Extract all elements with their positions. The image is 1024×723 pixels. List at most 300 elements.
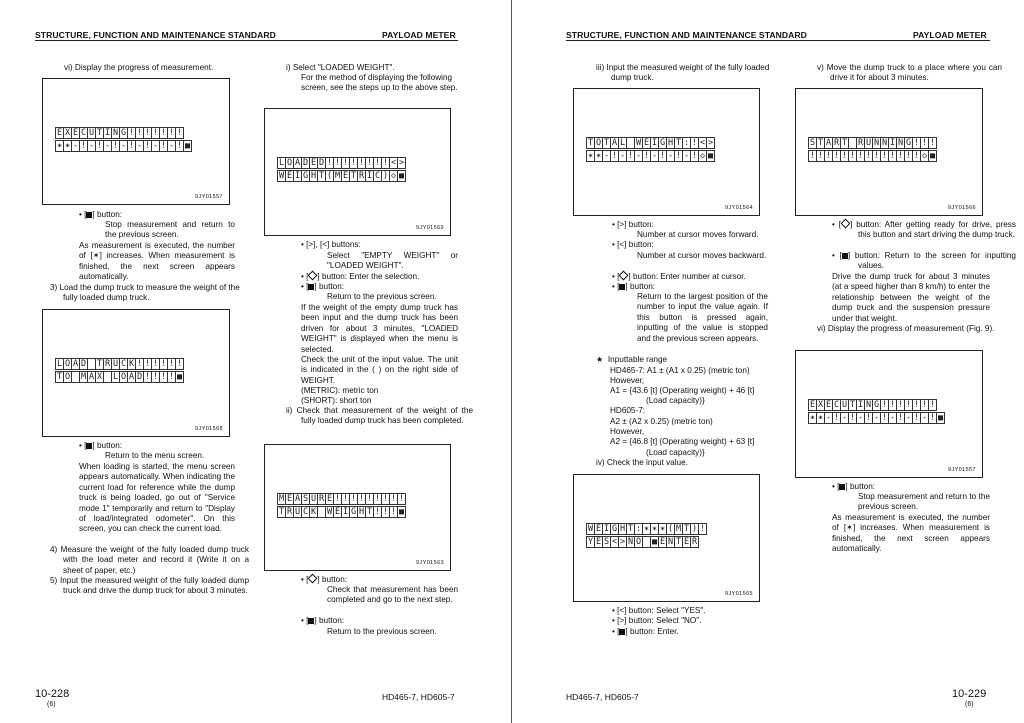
model-footer: HD465-7, HD605-7: [566, 692, 639, 702]
lcd-cell: A: [611, 138, 618, 148]
lcd-cell: C: [120, 359, 127, 369]
range-hd605: HD605-7:: [610, 406, 646, 415]
lcd-cell: T: [96, 128, 103, 138]
figure-code: 9JY01565: [725, 591, 753, 597]
lcd-cell: >: [398, 158, 405, 168]
formula-a1-cont: (Load capacity)}: [646, 396, 705, 405]
lcd-cell: -: [152, 141, 159, 151]
lcd-cell: T: [675, 537, 682, 547]
lcd-cell: ✶: [587, 151, 594, 161]
lcd-cell: !: [390, 494, 397, 504]
lcd-executing-2: [808, 399, 944, 424]
lcd-cell: !: [342, 158, 349, 168]
lcd-cell: X: [64, 128, 71, 138]
lcd-cell: T: [627, 524, 634, 534]
enter-label: button: Enter the selection.: [321, 272, 420, 281]
lcd-cell: ■: [398, 171, 405, 181]
lcd-cell: -: [889, 413, 896, 423]
backward-description: Number at cursor moves backward.: [637, 251, 767, 260]
lcd-row: [55, 127, 191, 139]
lcd-cell: !: [897, 413, 904, 423]
lcd-cell: S: [302, 494, 309, 504]
lcd-start-running: [808, 137, 936, 162]
lcd-cell: A: [128, 372, 135, 382]
lcd-cell: !: [358, 494, 365, 504]
lcd-cell: N: [667, 537, 674, 547]
formula-a2-cont: (Load capacity)}: [646, 448, 705, 457]
lcd-cell: !: [374, 158, 381, 168]
lcd-cell: !: [96, 141, 103, 151]
lcd-cell: -: [619, 151, 626, 161]
lcd-cell: -: [88, 141, 95, 151]
lcd-cell: R: [286, 507, 293, 517]
button-label: button:: [849, 482, 876, 491]
step-iii: iii) Input the measured weight of the fully loaded dump truck.: [596, 63, 770, 83]
lcd-cell: N: [112, 128, 119, 138]
lcd-cell: !: [144, 372, 151, 382]
lcd-cell: N: [881, 138, 888, 148]
figure-start-running: [795, 88, 983, 216]
button-description: Return to the previous screen.: [327, 292, 437, 301]
lcd-cell: -: [667, 151, 674, 161]
lcd-cell: !: [160, 372, 167, 382]
lcd-cell: !: [366, 158, 373, 168]
figure-executing: [42, 78, 230, 205]
lcd-cell: R: [104, 359, 111, 369]
lcd-cell: T: [683, 524, 690, 534]
start-button-description: button: After getting ready for drive, press this button and start driving the dump truck.: [856, 220, 1016, 240]
figure-executing-2: [795, 350, 983, 478]
page-number: 10-229: [952, 688, 987, 700]
lcd-cell: E: [326, 494, 333, 504]
lcd-row: [808, 137, 936, 149]
lcd-cell: U: [841, 400, 848, 410]
lcd-cell: E: [286, 494, 293, 504]
lcd-cell: G: [905, 138, 912, 148]
lcd-cell: E: [659, 537, 666, 547]
lcd-cell: !: [398, 494, 405, 504]
lcd-cell: !: [849, 413, 856, 423]
lcd-cell: O: [635, 537, 642, 547]
lcd-cell: -: [168, 141, 175, 151]
lcd-cell: !: [691, 151, 698, 161]
step-i-title: i) Select "LOADED WEIGHT".: [286, 63, 395, 72]
header-section: PAYLOAD METER: [913, 30, 987, 40]
lcd-row: [277, 157, 405, 169]
lcd-cell: -: [873, 413, 880, 423]
lcd-cell: !: [176, 359, 183, 369]
drive-paragraph: Drive the dump truck for about 3 minutes (at a speed higher than 8 km/h) to enter the relationship between the weight of the dump truck and the suspension pressure under that weight.: [832, 272, 990, 323]
lcd-row: [586, 150, 714, 162]
lcd-cell: D: [302, 158, 309, 168]
lcd-cell: W: [278, 171, 285, 181]
step-vi: vi) Display the progress of measurement (Fig. 9).: [817, 324, 995, 333]
lcd-cell: A: [72, 359, 79, 369]
lcd-cell: !: [382, 494, 389, 504]
lcd-cell: !: [833, 413, 840, 423]
lcd-cell: R: [833, 138, 840, 148]
stop-square-icon: [86, 212, 92, 218]
lcd-cell: !: [929, 138, 936, 148]
forward-description: Number at cursor moves forward.: [637, 230, 759, 239]
lcd-cell: <: [390, 158, 397, 168]
lcd-cell: !: [152, 128, 159, 138]
lcd-row: [586, 536, 706, 548]
lcd-cell: ◇: [390, 171, 397, 181]
lcd-cell: !: [144, 128, 151, 138]
lcd-cell: !: [176, 141, 183, 151]
lcd-cell: E: [342, 171, 349, 181]
lcd-cell: ✶: [809, 413, 816, 423]
lcd-cell: <: [611, 537, 618, 547]
lcd-cell: T: [350, 171, 357, 181]
lcd-cell: U: [294, 507, 301, 517]
button-description: Check that measurement has been completed and go to the next step.: [327, 585, 458, 605]
measurement-note: As measurement is executed, the number of [✶] increases. When measurement is finished, the next screen appears automatically.: [832, 513, 990, 554]
lcd-cell: U: [865, 138, 872, 148]
unit-metric: (METRIC): metric ton: [301, 386, 379, 395]
figure-measure-weight: [264, 444, 451, 571]
lcd-cell: D: [318, 158, 325, 168]
lcd-cell: E: [72, 128, 79, 138]
figure-code: 9JY01568: [195, 426, 223, 432]
lcd-cell: -: [651, 151, 658, 161]
lcd-row: [277, 506, 405, 518]
range-title: Inputtable range: [607, 355, 668, 364]
lcd-cell: !: [374, 494, 381, 504]
lcd-cell: M: [278, 494, 285, 504]
lcd-cell: ■: [398, 507, 405, 517]
lcd-cell: !: [865, 413, 872, 423]
lcd-cell: C: [374, 171, 381, 181]
button-label: button:: [318, 616, 345, 625]
lcd-cell: !: [168, 359, 175, 369]
lcd-cell: !: [913, 413, 920, 423]
lcd-cell: !: [334, 494, 341, 504]
lcd-cell: !: [825, 151, 832, 161]
lcd-cell: !: [643, 151, 650, 161]
paragraph-unit: Check the unit of the input value. The unit is indicated in the ( ) on the right side of WEIGHT.: [301, 355, 458, 385]
lcd-row: [55, 358, 183, 370]
lcd-cell: W: [635, 138, 642, 148]
lcd-cell: -: [120, 141, 127, 151]
step-iv: iv) Check the input value.: [596, 458, 688, 467]
lcd-cell: -: [921, 413, 928, 423]
lcd-cell: A: [825, 138, 832, 148]
lcd-cell: T: [96, 359, 103, 369]
arrows-label: [>], [<] buttons:: [306, 240, 361, 249]
lcd-cell: !: [929, 400, 936, 410]
lcd-cell: K: [310, 507, 317, 517]
figure-code: 9JY01557: [195, 194, 223, 200]
button-label: button:: [96, 210, 123, 219]
lcd-cell: R: [318, 494, 325, 504]
lcd-loaded-weight: [277, 157, 405, 182]
lcd-cell: !: [168, 128, 175, 138]
lcd-cell: ■: [929, 151, 936, 161]
lcd-cell: !: [136, 128, 143, 138]
lcd-cell: !: [857, 151, 864, 161]
paragraph-loaded: If the weight of the empty dump truck has been input and the dump truck has been driven for about 3 minutes, "LOADED WEIGHT" is displayed when the menu is selected.: [301, 303, 458, 354]
lcd-cell: !: [611, 151, 618, 161]
lcd-cell: Y: [587, 537, 594, 547]
model-footer: HD465-7, HD605-7: [382, 692, 455, 702]
lcd-row: [808, 412, 944, 424]
formula-a2-range: A2 ± (A2 x 0.25) (metric ton): [610, 417, 713, 426]
however-2: However,: [610, 427, 645, 436]
figure-code: 9JY01557: [948, 467, 976, 473]
lcd-cell: :: [683, 138, 690, 148]
lcd-cell: N: [865, 400, 872, 410]
lcd-row: [277, 170, 405, 182]
lcd-cell: N: [897, 138, 904, 148]
lcd-cell: ■: [651, 537, 658, 547]
lcd-cell: T: [841, 138, 848, 148]
lcd-cell: !: [326, 158, 333, 168]
stop-square-icon: [308, 284, 314, 290]
lcd-cell: U: [310, 494, 317, 504]
lcd-cell: -: [136, 141, 143, 151]
lcd-cell: M: [675, 524, 682, 534]
lcd-cell: E: [286, 171, 293, 181]
stop-square-icon: [839, 484, 845, 490]
lcd-cell: (: [667, 524, 674, 534]
lcd-cell: N: [873, 138, 880, 148]
lcd-cell: R: [358, 171, 365, 181]
lcd-cell: O: [595, 138, 602, 148]
lcd-cell: !: [144, 141, 151, 151]
lcd-cell: ◇: [921, 151, 928, 161]
lcd-cell: E: [643, 138, 650, 148]
lcd-cell: !: [128, 141, 135, 151]
lcd-cell: E: [595, 524, 602, 534]
figure-code: 9JY01569: [416, 225, 444, 231]
lcd-cell: ✶: [817, 413, 824, 423]
lcd-cell: !: [366, 494, 373, 504]
lcd-row: [55, 371, 183, 383]
lcd-cell: T: [849, 400, 856, 410]
button-description: Return to the previous screen.: [327, 627, 437, 636]
select-no: [>] button: Select "NO".: [617, 616, 702, 625]
step-i-body: For the method of displaying the following screen, see the steps up to the above step.: [301, 73, 458, 93]
diamond-icon: [841, 219, 851, 229]
lcd-cell: !: [849, 151, 856, 161]
lcd-cell: :: [635, 524, 642, 534]
lcd-cell: H: [619, 524, 626, 534]
lcd-cell: T: [278, 507, 285, 517]
lcd-cell: S: [809, 138, 816, 148]
lcd-cell: !: [112, 141, 119, 151]
lcd-cell: A: [294, 494, 301, 504]
lcd-cell: !: [929, 413, 936, 423]
lcd-cell: G: [873, 400, 880, 410]
lcd-cell: I: [857, 400, 864, 410]
header-section: PAYLOAD METER: [382, 30, 456, 40]
lcd-cell: !: [128, 128, 135, 138]
lcd-cell: E: [334, 507, 341, 517]
step-vi-title: vi) Display the progress of measurement.: [64, 63, 214, 72]
step-4: 4) Measure the weight of the fully loaded dump truck with the load meter and record it (Write it on a sheet of paper, etc.): [50, 545, 249, 575]
star-icon: ★: [596, 355, 604, 364]
lcd-cell: C: [302, 507, 309, 517]
lcd-cell: !: [809, 151, 816, 161]
lcd-cell: !: [659, 151, 666, 161]
lcd-cell: K: [128, 359, 135, 369]
return-button-description: button: Return to the screen for inputting values.: [854, 251, 1016, 271]
lcd-cell: T: [675, 138, 682, 148]
lcd-cell: -: [603, 151, 610, 161]
lcd-cell: I: [603, 524, 610, 534]
lcd-cell: !: [897, 151, 904, 161]
lcd-cell: ■: [937, 413, 944, 423]
lcd-cell: !: [160, 141, 167, 151]
lcd-cell: !: [913, 400, 920, 410]
lcd-cell: !: [873, 151, 880, 161]
lcd-cell: -: [72, 141, 79, 151]
lcd-cell: D: [136, 372, 143, 382]
lcd-cell: !: [881, 413, 888, 423]
lcd-cell: T: [318, 171, 325, 181]
backward-label: [<] button:: [617, 240, 654, 249]
lcd-cell: I: [889, 138, 896, 148]
lcd-cell: !: [374, 507, 381, 517]
lcd-cell: !: [334, 158, 341, 168]
lcd-cell: -: [104, 141, 111, 151]
lcd-cell: -: [857, 413, 864, 423]
step-3: 3) Load the dump truck to measure the weight of the fully loaded dump truck.: [50, 283, 240, 303]
however-1: However,: [610, 376, 645, 385]
step-ii: ii) Check that measurement of the weight of the fully loaded dump truck has been completed.: [286, 406, 473, 426]
lcd-cell: H: [358, 507, 365, 517]
lcd-cell: !: [881, 151, 888, 161]
lcd-cell: ✶: [595, 151, 602, 161]
step-5: 5) Input the measured weight of the fully loaded dump truck and drive the dump truck for about 3 minutes.: [50, 576, 249, 596]
lcd-cell: E: [56, 128, 63, 138]
lcd-cell: !: [675, 151, 682, 161]
lcd-cell: G: [302, 171, 309, 181]
revision: (6): [47, 701, 56, 708]
lcd-cell: X: [96, 372, 103, 382]
lcd-cell: G: [611, 524, 618, 534]
lcd-cell: S: [603, 537, 610, 547]
lcd-cell: E: [683, 537, 690, 547]
lcd-cell: ): [691, 524, 698, 534]
right-page: STRUCTURE, FUNCTION AND MAINTENANCE STANDARD PAYLOAD METER iii) Input the measured weight of the fully loaded dump truck. T O T A L W E I G H T : ! < > ✶ ✶ - ! - ! - ! - ! - ! - ! ◇ ■ 9JY01564 • [>] button: Number at cursor moves forward. • [<] button: Number at cursor moves backward. • [ ] button: Enter number at cursor. • [ ] button: Return to the largest position of the number to input the value again. If this button is pressed again, inputting of the value is stopped and the previous screen appears. ★ Inputtable range HD465-7: A1 ± (A1 x 0.25) (metric ton) However, A1 = {43.6 [t] (Operating weight) + 46 [t] (Load capacity)} HD605-7: A2 ± (A2 x 0.25) (metric ton) However, A2 = {46.8 [t] (Operating weight) + 63 [t] (Load capacity)} iv) Check the input value. W E I G H T : ✶ ✶ ✶ ( M T ) ! Y E S < > N O ■ E N T E R 9JY01565 • [<] button: Select "YES". • [>] button: Select "NO". • [ ] button: Enter. v) Move the dump truck to a place where you can drive it for about 3 minutes. S T A R T R U N N I N G ! ! ! ! ! ! ! ! ! ! ! ! ! ! ! ! ! ◇ ■ 9JY01566 • [ ] button: After getting ready for drive, press this button and start driving the dump truck. • [ ] button: Return to the screen for inputting values. Drive the dump truck for about 3 minutes (at a speed higher than 8 km/h) to enter the relationship between the weight of the dump truck and the suspension pressure under that weight. vi) Display the progress of measurement (Fig. 9). E X E C U T I N G ! ! ! ! ! ! ! ✶ ✶ - ! - ! - ! - ! - ! - ! - ! ■ 9JY01557 • [ ] button: Stop measurement and return to the previous screen. As measurement is executed, the number of [✶] increases. When measurement is finished, the next screen appears automatically. HD465-7, HD605-7 10-229 (6): [512, 0, 1024, 723]
lcd-cell: !: [699, 524, 706, 534]
lcd-cell: <: [699, 138, 706, 148]
lcd-row: [808, 399, 944, 411]
lcd-cell: !: [881, 400, 888, 410]
lcd-cell: !: [152, 359, 159, 369]
header-title: STRUCTURE, FUNCTION AND MAINTENANCE STANDARD: [566, 30, 807, 40]
loading-note: When loading is started, the menu screen appears automatically. When indicating the current load for reference while the dump truck is being loaded, go out of "Service mode 1" temporarily and return to "Display of load/integrated odometer". On this screen, you can check the current load.: [79, 462, 235, 534]
lcd-cell: !: [80, 141, 87, 151]
lcd-cell: -: [905, 413, 912, 423]
lcd-cell: T: [366, 507, 373, 517]
lcd-cell: ): [382, 171, 389, 181]
lcd-cell: G: [659, 138, 666, 148]
lcd-cell: I: [294, 171, 301, 181]
header-rule: [35, 40, 458, 41]
lcd-cell: O: [286, 158, 293, 168]
lcd-cell: L: [112, 372, 119, 382]
figure-code: 9JY01563: [416, 560, 444, 566]
lcd-cell: M: [80, 372, 87, 382]
lcd-cell: !: [691, 138, 698, 148]
lcd-cell: O: [64, 372, 71, 382]
diamond-icon: [619, 271, 629, 281]
lcd-cell: (: [326, 171, 333, 181]
lcd-cell: U: [112, 359, 119, 369]
left-page: STRUCTURE, FUNCTION AND MAINTENANCE STANDARD PAYLOAD METER vi) Display the progress of measurement. E X E C U T I N G ! ! ! ! ! ! ! ✶ ✶ - ! - ! - ! - ! - ! - ! - ! ■ 9JY01557 • [ ] button: Stop measurement and return to the previous screen. As measurement is executed, the number of [✶] increases. When measurement is finished, the next screen appears automatically. 3) Load the dump truck to measure the weight of the fully loaded dump truck. L O A D T R U C K ! ! ! ! ! ! T O M A X L O A D ! ! ! ! ■ 9JY01568 • [ ] button: Return to the menu screen. When loading is started, the menu screen appears automatically. When indicating the current load for reference while the dump truck is being loaded, go out of "Service mode 1" temporarily and return to "Display of load/integrated odometer". On this screen, you can check the current load. 4) Measure the weight of the fully loaded dump truck with the load meter and record it (Write it on a sheet of paper, etc.) 5) Input the measured weight of the fully loaded dump truck and drive the dump truck for about 3 minutes. i) Select "LOADED WEIGHT". For the method of displaying the following screen, see the steps up to the above step. L O A D E D ! ! ! ! ! ! ! ! < > W E I G H T ( M E T R I C ) ◇ ■ 9JY01569 • [>], [<] buttons: Select "EMPTY WEIGHT" or "LOADED WEIGHT". • [ ] button: Enter the selection. • [ ] button: Return to the previous screen. If the weight of the empty dump truck has been input and the dump truck has been driven for about 3 minutes, "LOADED WEIGHT" is displayed when the menu is selected. Check the unit of the input value. The unit is indicated in the ( ) on the right side of WEIGHT. (METRIC): metric ton (SHORT): short ton ii) Check that measurement of the weight of the fully loaded dump truck has been completed. M E A S U R E ! ! ! ! ! ! ! ! ! T R U C K W E I G H T ! ! ! ■ 9JY01563 • [ ] button: Check that measurement has been completed and go to the next step. • [ ] button: Return to the previous screen. 10-228 (6) HD465-7, HD605-7: [0, 0, 511, 723]
lcd-cell: E: [595, 537, 602, 547]
lcd-cell: !: [136, 359, 143, 369]
lcd-cell: !: [342, 494, 349, 504]
lcd-cell: !: [913, 138, 920, 148]
lcd-cell: !: [358, 158, 365, 168]
lcd-cell: >: [619, 537, 626, 547]
lcd-row: [55, 140, 191, 152]
lcd-cell: C: [833, 400, 840, 410]
lcd-cell: A: [294, 158, 301, 168]
figure-total-weight: [573, 88, 760, 216]
button-description: Return to the largest position of the number to input the value again. If this button is pressed again, inputting of the value is stopped and the previous screen appears.: [637, 292, 768, 343]
step-v: v) Move the dump truck to a place where you can drive it for about 3 minutes.: [817, 63, 1002, 83]
figure-code: 9JY01566: [948, 205, 976, 211]
lcd-cell: !: [144, 359, 151, 369]
lcd-cell: ✶: [651, 524, 658, 534]
lcd-cell: !: [176, 128, 183, 138]
stop-square-icon: [86, 443, 92, 449]
button-description: Stop measurement and return to the previous screen.: [858, 492, 990, 512]
page-number: 10-228: [35, 688, 70, 700]
lcd-total-weight: [586, 137, 714, 162]
formula-a2: A2 = {46.8 [t] (Operating weight) + 63 [t]: [610, 437, 755, 446]
button-description: Return to the menu screen.: [105, 451, 205, 460]
figure-code: 9JY01564: [725, 205, 753, 211]
lcd-cell: U: [88, 128, 95, 138]
lcd-cell: O: [120, 372, 127, 382]
button-label: button:: [321, 575, 348, 584]
diamond-icon: [308, 574, 318, 584]
lcd-cell: T: [603, 138, 610, 148]
lcd-cell: W: [326, 507, 333, 517]
lcd-cell: D: [80, 359, 87, 369]
lcd-cell: ■: [184, 141, 191, 151]
formula-a1: A1 = {43.6 [t] (Operating weight) + 46 [t]: [610, 386, 755, 395]
lcd-cell: L: [56, 359, 63, 369]
lcd-cell: !: [160, 359, 167, 369]
lcd-cell: I: [342, 507, 349, 517]
button-label: button:: [629, 282, 656, 291]
lcd-cell: W: [587, 524, 594, 534]
lcd-cell: N: [627, 537, 634, 547]
lcd-cell: !: [390, 507, 397, 517]
lcd-cell: -: [635, 151, 642, 161]
lcd-cell: X: [817, 400, 824, 410]
lcd-cell: E: [310, 158, 317, 168]
lcd-cell: ✶: [643, 524, 650, 534]
lcd-cell: E: [825, 400, 832, 410]
figure-load-truck: [42, 309, 230, 437]
lcd-row: [586, 137, 714, 149]
measurement-note: As measurement is executed, the number of [✶] increases. When measurement is finished, the next screen appears automatically.: [79, 241, 235, 282]
lcd-cell: T: [56, 372, 63, 382]
lcd-cell: L: [278, 158, 285, 168]
stop-square-icon: [619, 284, 625, 290]
diamond-icon: [308, 271, 318, 281]
lcd-cell: C: [80, 128, 87, 138]
